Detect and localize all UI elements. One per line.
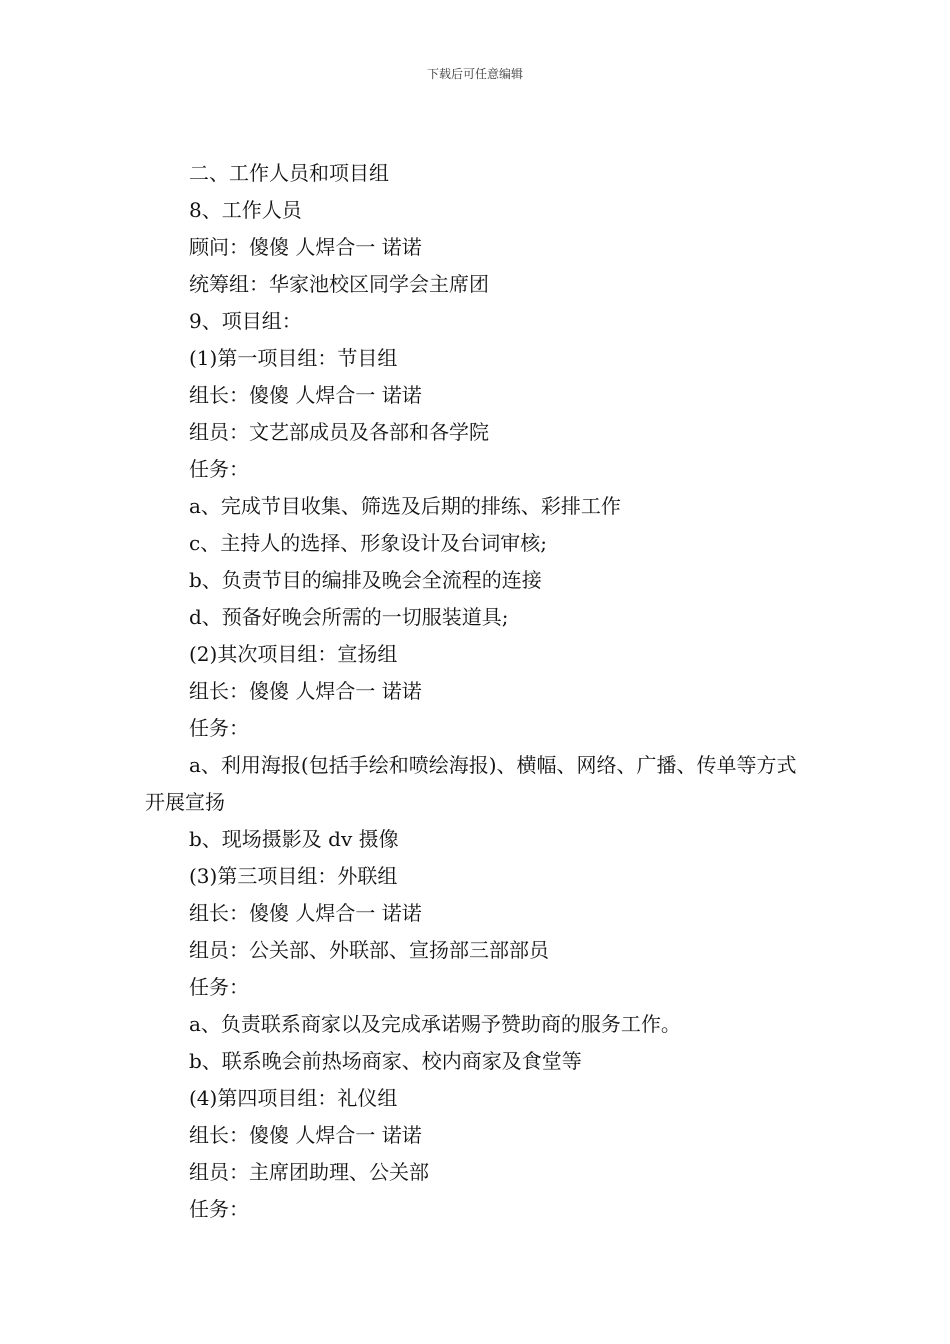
task-item: a、完成节目收集、筛选及后期的排练、彩排工作	[189, 494, 621, 518]
group-heading: (4)第四项目组：礼仪组	[189, 1086, 398, 1110]
task-item: b、负责节目的编排及晚会全流程的连接	[189, 568, 542, 592]
task-item: a、负责联系商家以及完成承诺赐予赞助商的服务工作。	[189, 1012, 681, 1036]
subsection-heading: 8、工作人员	[189, 198, 302, 222]
group-heading: (3)第三项目组：外联组	[189, 864, 398, 888]
paragraph-line: 任务：	[189, 716, 249, 740]
paragraph-line: 任务：	[189, 1197, 249, 1221]
paragraph-line: 任务：	[189, 975, 249, 999]
task-item: b、现场摄影及 dv 摄像	[189, 827, 399, 851]
document-body	[145, 155, 815, 1228]
subsection-heading: 9、项目组：	[189, 309, 302, 333]
task-item: b、联系晚会前热场商家、校内商家及食堂等	[189, 1049, 582, 1073]
task-item: c、主持人的选择、形象设计及台词审核;	[189, 531, 547, 555]
group-heading: (2)其次项目组：宣扬组	[189, 642, 398, 666]
group-heading: (1)第一项目组：节目组	[189, 346, 398, 370]
paragraph-line: 统筹组：华家池校区同学会主席团	[189, 272, 489, 296]
paragraph-line: 组长：傻傻 人焊合一 诺诺	[189, 901, 422, 925]
paragraph-line: 组员：主席团助理、公关部	[189, 1160, 429, 1184]
page-header: 下载后可任意编辑	[426, 67, 523, 81]
paragraph-line: 组员：文艺部成员及各部和各学院	[189, 420, 489, 444]
paragraph-line: 组长：傻傻 人焊合一 诺诺	[189, 1123, 422, 1147]
paragraph-line: 任务：	[189, 457, 249, 481]
task-item: a、利用海报(包括手绘和喷绘海报)、横幅、网络、广播、传单等方式开展宣扬	[145, 753, 797, 814]
section-heading: 二、工作人员和项目组	[189, 161, 389, 185]
paragraph-line: 顾问：傻傻 人焊合一 诺诺	[189, 235, 422, 259]
paragraph-line: 组长：傻傻 人焊合一 诺诺	[189, 679, 422, 703]
paragraph-line: 组员：公关部、外联部、宣扬部三部部员	[189, 938, 549, 962]
task-item: d、预备好晚会所需的一切服装道具;	[189, 605, 509, 629]
paragraph-line: 组长：傻傻 人焊合一 诺诺	[189, 383, 422, 407]
